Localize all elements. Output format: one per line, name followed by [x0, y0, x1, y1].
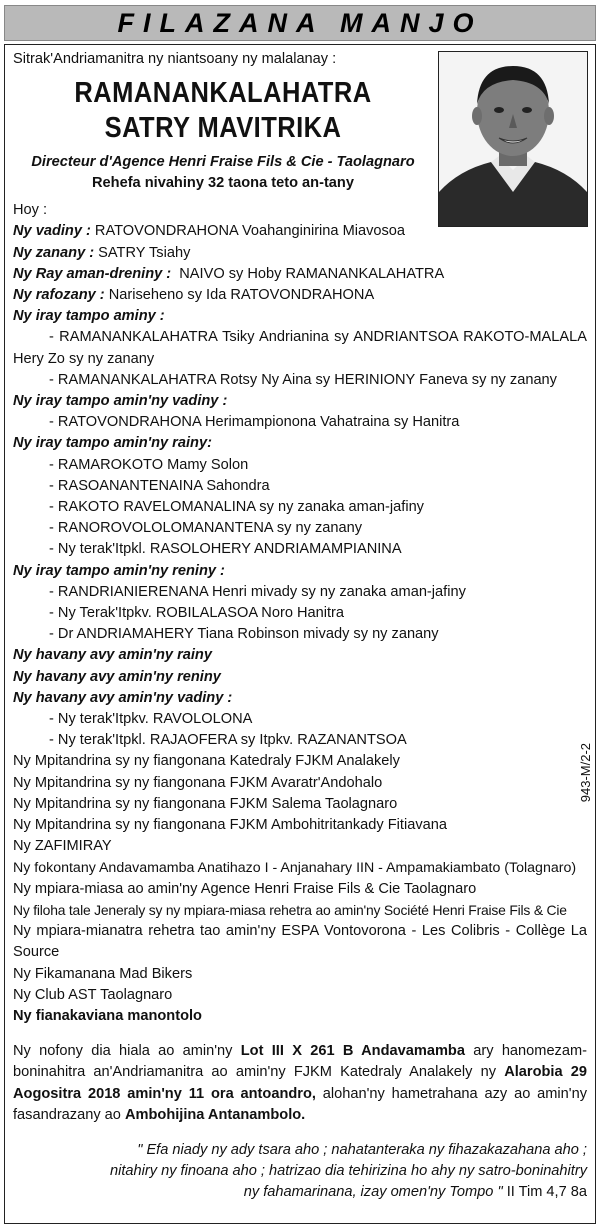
- havany-vadiny-item: - Ny terak'Itpkv. RAVOLOLONA: [49, 711, 253, 728]
- other-mourner: Ny mpiara-mianatra rehetra tao amin'ny ESPA Vontovorona - Les Colibris - Collège La Source: [13, 923, 587, 961]
- other-mourner: Ny Club AST Taolagnaro: [13, 986, 173, 1003]
- side-code: 943-M/2-2: [578, 743, 593, 803]
- vadiny-value: RATOVONDRAHONA Voahanginirina Miavosoa: [94, 223, 406, 240]
- funeral-datetime: Alarobia 29 Aogositra 2018 amin'ny 11 ora antoandro,: [13, 1064, 587, 1102]
- zanany-value: SATRY Tsiahy: [98, 244, 191, 261]
- portrait-photo: [438, 51, 588, 227]
- tampo-rainy-item: - RANOROVOLOLOMANANTENA sy ny zanany: [49, 520, 363, 537]
- tampo-vadiny-item: - RATOVONDRAHONA Herimampionona Vahatraina sy Hanitra: [49, 414, 460, 431]
- tampo-aminy-item: - RAMANANKALAHATRA Tsiky Andrianina sy ANDRIANTSOA RAKOTO-MALALA Hery Zo sy ny zanany: [13, 329, 587, 367]
- other-mourner: Ny mpiara-miasa ao amin'ny Agence Henri Fraise Fils & Cie Taolagnaro: [13, 880, 477, 897]
- tampo-vadiny-label: Ny iray tampo amin'ny vadiny :: [13, 393, 228, 410]
- zanany-line: [13, 243, 587, 264]
- other-mourner: Ny Mpitandrina sy ny fiangonana FJKM Avaratr'Andohalo: [13, 774, 383, 791]
- quote-line-last: [13, 1182, 587, 1203]
- ray-line: [13, 264, 587, 285]
- rafozany-value: Nariseheno sy Ida RATOVONDRAHONA: [108, 287, 375, 304]
- burial-place: Ambohijina Antanambolo.: [124, 1106, 306, 1123]
- quote-line: ny fahamarinana, izay omen'ny Tompo ": [243, 1184, 503, 1201]
- other-mourner: Ny Mpitandrina sy ny fiangonana Katedraly FJKM Analakely: [13, 753, 400, 770]
- tampo-reniny-item: - Dr ANDRIAMAHERY Tiana Robinson mivady sy ny zanany: [49, 626, 439, 643]
- havany-vadiny-label: Ny havany avy amin'ny vadiny :: [13, 689, 233, 706]
- tampo-reniny-label: Ny iray tampo amin'ny reniny :: [13, 562, 225, 579]
- bible-quote: [13, 1140, 587, 1204]
- obituary-frame: [4, 44, 596, 1224]
- other-mourner: Ny Fikamanana Mad Bikers: [13, 965, 193, 982]
- tampo-rainy-item: - RAMAROKOTO Mamy Solon: [49, 456, 249, 473]
- zanany-label: Ny zanany :: [13, 244, 95, 261]
- funeral-location: Lot III X 261 B Andavamamba: [240, 1043, 465, 1060]
- banner: [4, 5, 596, 41]
- tampo-rainy-item: - Ny terak'Itpkl. RASOLOHERY ANDRIAMAMPIANINA: [49, 541, 402, 558]
- family-list: [13, 200, 587, 1027]
- funeral-text: alohan'ny hametrahana azy ao amin'ny fasandrazany ao: [13, 1085, 587, 1123]
- quote-line: nitahiry ny finoana aho ; hatrizao dia tehirizina ho ahy ny satro-boninahitry: [109, 1163, 587, 1180]
- tampo-rainy-item: - RAKOTO RAVELOMANALINA sy ny zanaka aman-jafiny: [49, 499, 424, 516]
- havany-vadiny-item: - Ny terak'Itpkl. RAJAOFERA sy Itpkv. RAZANANTSOA: [49, 732, 407, 749]
- ray-value: NAIVO sy Hoby RAMANANKALAHATRA: [179, 265, 445, 282]
- funeral-details: [13, 1041, 587, 1126]
- fianakaviana-line: Ny fianakaviana manontolo: [13, 1007, 202, 1024]
- deceased-age: Rehefa nivahiny 32 taona teto an-tany: [92, 175, 354, 192]
- portrait-image: [439, 52, 587, 226]
- tampo-reniny-item: - RANDRIANIERENANA Henri mivady sy ny zanaka aman-jafiny: [49, 583, 466, 600]
- deceased-name-line1: RAMANANKALAHATRA: [74, 77, 372, 110]
- intro-text: Sitrak'Andriamanitra ny niantsoany ny malalanay :: [13, 51, 337, 67]
- tampo-rainy-item: - RASOANANTENAINA Sahondra: [49, 477, 270, 494]
- funeral-text: ary hanomezam-boninahitra an'Andriamanitra ao amin'ny FJKM Katedraly Analakely ny: [13, 1043, 587, 1081]
- quote-line: " Efa niady ny ady tsara aho ; nahatanteraka ny fihazakazahana aho ;: [137, 1141, 587, 1158]
- other-mourner: Ny Mpitandrina sy ny fiangonana FJKM Salema Taolagnaro: [13, 795, 398, 812]
- deceased-role: Directeur d'Agence Henri Fraise Fils & Cie - Taolagnaro: [31, 154, 415, 171]
- other-mourner: Ny fokontany Andavamamba Anatihazo I - Anjanahary IIN - Ampamakiambato (Tolagnaro): [13, 859, 577, 876]
- hoy-line: Hoy :: [13, 202, 48, 219]
- tampo-rainy-label: Ny iray tampo amin'ny rainy:: [13, 435, 212, 452]
- rafozany-label: Ny rafozany :: [13, 287, 105, 304]
- tampo-reniny-item: - Ny Terak'Itpkv. ROBILALASOA Noro Hanitra: [49, 605, 345, 622]
- tampo-aminy-label: Ny iray tampo aminy :: [13, 308, 165, 325]
- other-mourner: Ny Mpitandrina sy ny fiangonana FJKM Ambohitritankady Fitiavana: [13, 817, 447, 834]
- havany-reniny: Ny havany avy amin'ny reniny: [13, 668, 221, 685]
- havany-rainy: Ny havany avy amin'ny rainy: [13, 647, 212, 664]
- tampo-aminy-item: - RAMANANKALAHATRA Rotsy Ny Aina sy HERINIONY Faneva sy ny zanany: [49, 371, 557, 388]
- quote-reference: II Tim 4,7 8a: [502, 1184, 587, 1201]
- deceased-name-line2: SATRY MAVITRIKA: [104, 112, 342, 145]
- other-mourner: Ny ZAFIMIRAY: [13, 838, 112, 855]
- banner-title: FILAZANA MANJO: [117, 7, 483, 38]
- vadiny-label: Ny vadiny :: [13, 223, 91, 240]
- rafozany-line: [13, 285, 587, 306]
- ray-label: Ny Ray aman-dreniny :: [13, 265, 172, 282]
- funeral-text: Ny nofony dia hiala ao amin'ny: [13, 1043, 241, 1060]
- other-mourner: Ny filoha tale Jeneraly sy ny mpiara-miasa rehetra ao amin'ny Société Henri Fraise Fils & Cie: [13, 901, 567, 918]
